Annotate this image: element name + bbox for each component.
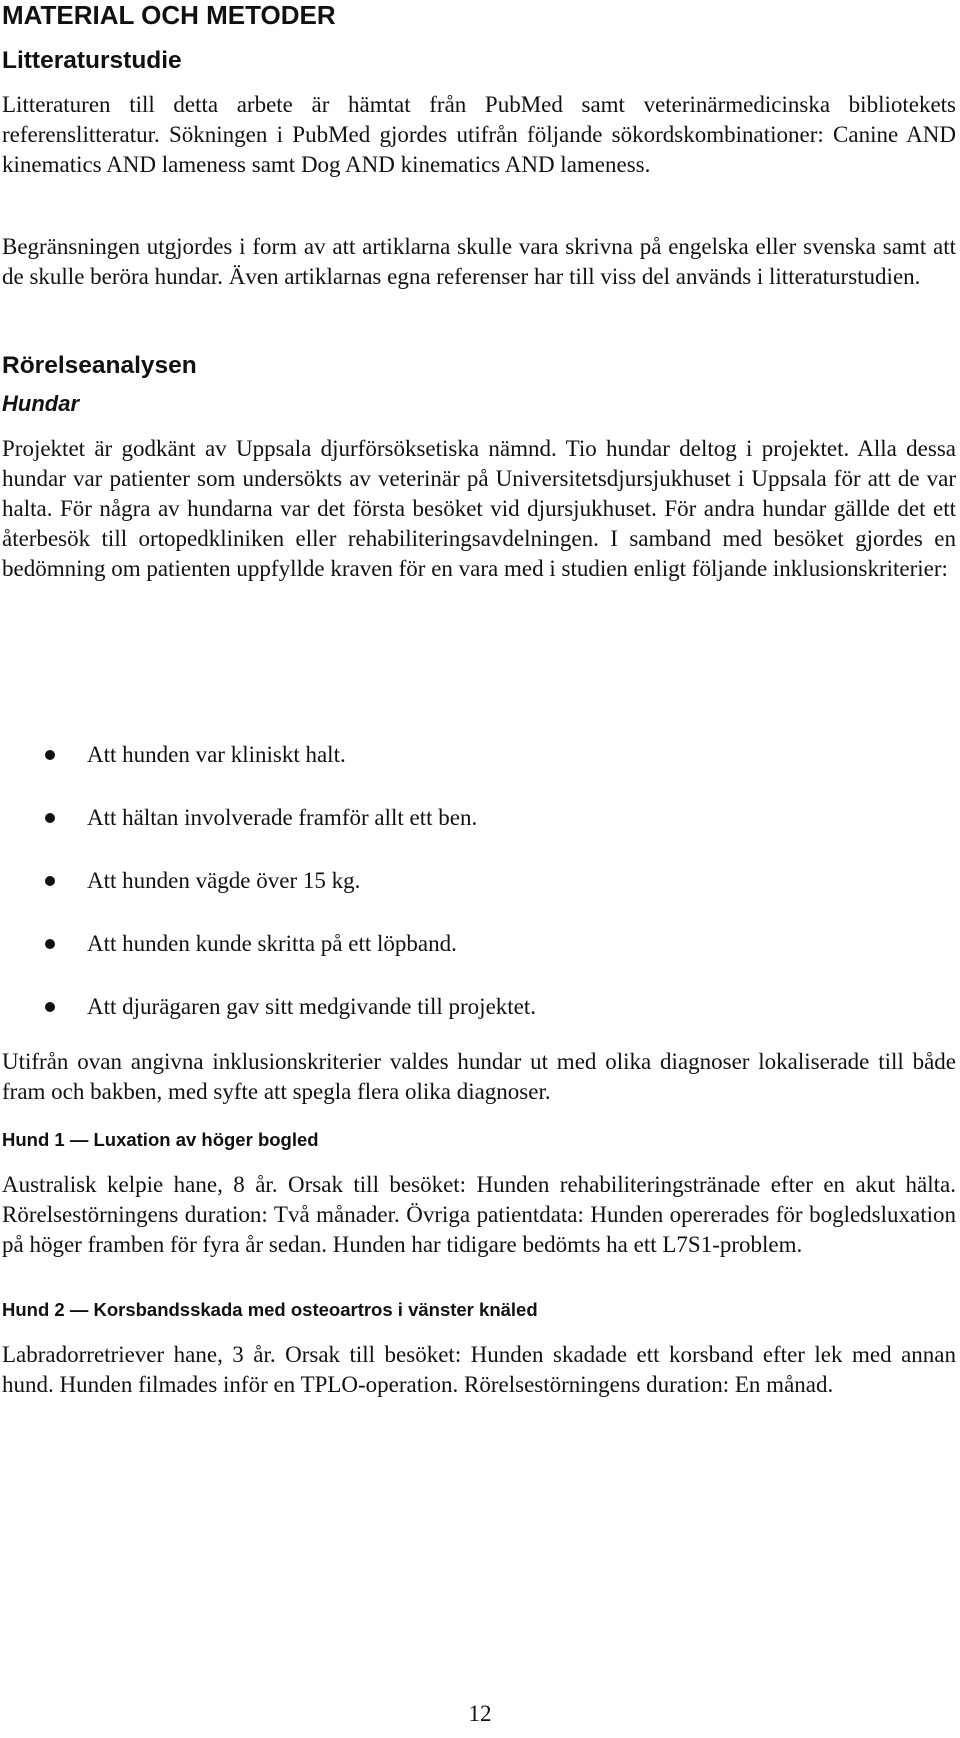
- section-title-litteraturstudie: Litteraturstudie: [2, 47, 182, 74]
- section-title-rorelseanalysen: Rörelseanalysen: [2, 352, 197, 379]
- case-title-hund-1: Hund 1 — Luxation av höger bogled: [2, 1129, 319, 1150]
- inclusion-criteria-list: [0, 740, 956, 1055]
- bullet-icon: [45, 1002, 55, 1012]
- paragraph-project-description: Projektet är godkänt av Uppsala djurförsöksetiska nämnd. Tio hundar deltog i projektet. Alla dessa hundar var patienter som undersökts av veterinär på Universitetsdjursjukhuset i Uppsala för att de var halta. För några av hundarna var det första besöket vid djursjukhuset. För andra hundar gällde det ett återbesök till ortopedkliniken eller rehabiliteringsavdelningen. I samband med besöket gjordes en bedömning om patienten uppfyllde kraven för en vara med i studien enligt följande inklusionskriterier:: [2, 436, 956, 581]
- list-item: [0, 803, 956, 866]
- criterion-text: Att hältan involverade framför allt ett ben.: [87, 805, 478, 830]
- case-title-hund-2: Hund 2 — Korsbandsskada med osteoartros i vänster knäled: [2, 1299, 538, 1320]
- bullet-icon: [45, 876, 55, 886]
- bullet-icon: [45, 813, 55, 823]
- criterion-text: Att hunden vägde över 15 kg.: [87, 868, 361, 893]
- paragraph-selection: Utifrån ovan angivna inklusionskriterier valdes hundar ut med olika diagnoser lokaliserade till både fram och bakben, med syfte att spegla flera olika diagnoser.: [2, 1049, 956, 1104]
- paragraph-case-hund-2: Labradorretriever hane, 3 år. Orsak till besöket: Hunden skadade ett korsband efter lek med annan hund. Hunden filmades inför en TPLO-operation. Rörelsestörningens duration: En månad.: [2, 1342, 956, 1397]
- paragraph-case-hund-1: Australisk kelpie hane, 8 år. Orsak till besöket: Hunden rehabiliteringstränade efter en akut hälta. Rörelsestörningens duration: Två månader. Övriga patientdata: Hunden opererades för bogledsluxation på höger framben för fyra år sedan. Hunden har tidigare bedömts ha ett L7S1-problem.: [2, 1172, 956, 1257]
- criterion-text: Att djurägaren gav sitt medgivande till projektet.: [87, 994, 537, 1019]
- list-item: [0, 929, 956, 992]
- paragraph-literature-limits: Begränsningen utgjordes i form av att artiklarna skulle vara skrivna på engelska eller svenska samt att de skulle beröra hundar. Även artiklarnas egna referenser har till viss del används i litteraturstudien.: [2, 234, 956, 289]
- bullet-icon: [45, 750, 55, 760]
- list-item: [0, 992, 956, 1055]
- main-heading: MATERIAL OCH METODER: [2, 0, 336, 30]
- list-item: [0, 866, 956, 929]
- bullet-icon: [45, 939, 55, 949]
- criterion-text: Att hunden var kliniskt halt.: [87, 742, 346, 767]
- list-item: [0, 740, 956, 803]
- page-number: 12: [468, 1701, 492, 1726]
- subsection-title-hundar: Hundar: [2, 391, 79, 416]
- criterion-text: Att hunden kunde skritta på ett löpband.: [87, 931, 457, 956]
- paragraph-literature-sources: Litteraturen till detta arbete är hämtat från PubMed samt veterinärmedicinska bibliotekets referenslitteratur. Sökningen i PubMed gjordes utifrån följande sökordskombinationer: Canine AND kinematics AND lameness samt Dog AND kinematics AND lameness.: [2, 92, 956, 177]
